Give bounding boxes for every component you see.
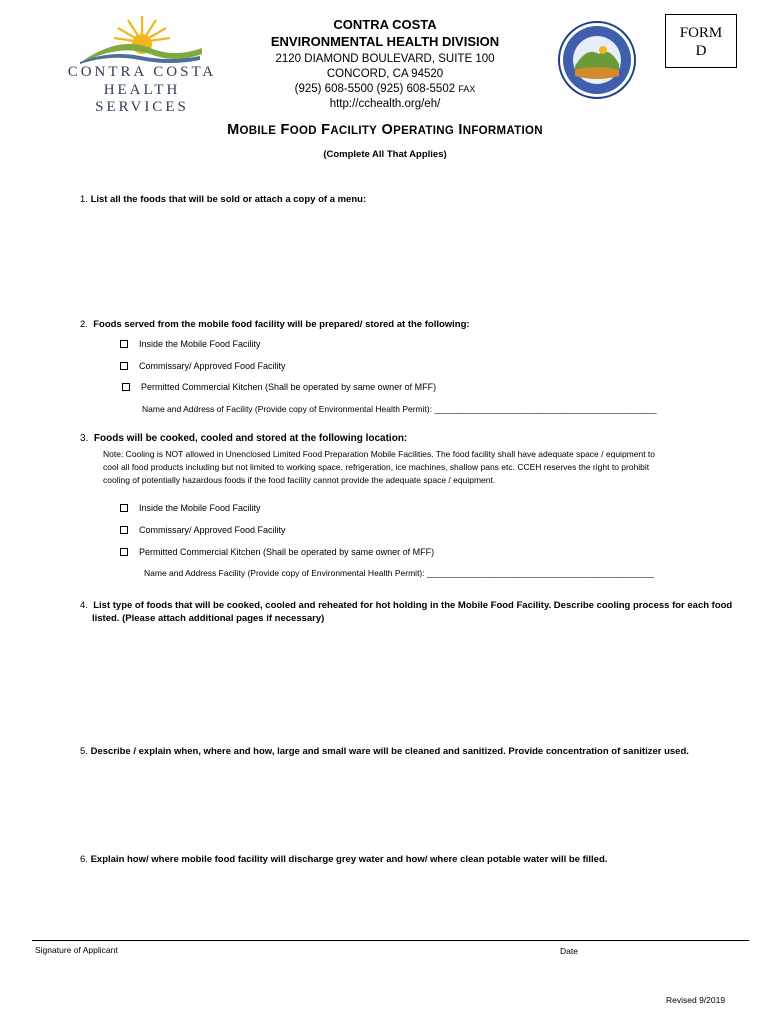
fax-label: FAX	[458, 84, 476, 94]
checkbox[interactable]	[120, 362, 128, 370]
header-block	[250, 16, 520, 112]
logo-text-line2: HEALTH SERVICES	[95, 82, 189, 115]
phone-numbers: (925) 608-5500 (925) 608-5502	[294, 83, 456, 95]
revision-date: Revised 9/2019	[666, 995, 726, 1005]
q3-option-commissary[interactable]: Commissary/ Approved Food Facility	[120, 525, 286, 535]
answer-area-6[interactable]	[80, 870, 740, 935]
question-3: 3. Foods will be cooked, cooled and stored at the following location:	[80, 433, 408, 444]
org-name: CONTRA COSTA	[333, 17, 437, 32]
sun-hills-icon	[80, 14, 204, 64]
q2-name-address-field[interactable]: Name and Address of Facility (Provide copy of Environmental Health Permit): _______________________________________________	[142, 404, 657, 414]
phone-line	[250, 82, 520, 97]
q2-option-inside-mff[interactable]: Inside the Mobile Food Facility	[120, 339, 261, 349]
date-label: Date	[560, 946, 578, 956]
signature-line[interactable]	[32, 940, 749, 941]
page-subtitle: (Complete All That Applies)	[323, 149, 447, 160]
q3-name-address-field[interactable]: Name and Address Facility (Provide copy of Environmental Health Permit): ________________________________________________	[144, 568, 654, 578]
form-label: FORM	[679, 25, 723, 41]
q2-option-commissary[interactable]: Commissary/ Approved Food Facility	[120, 361, 286, 371]
address-line1: 2120 DIAMOND BOULEVARD, SUITE 100	[275, 53, 495, 65]
question-4: 4. List type of foods that will be cooked, cooled and reheated for hot holding in the Mobile Food Facility. Describe cooling process for each food listed. (Please attach additional pages if necessary)	[80, 600, 733, 624]
address-line2: CONCORD, CA 94520	[326, 68, 444, 80]
checkbox[interactable]	[120, 504, 128, 512]
page-title: MOBILE FOOD FACILITY OPERATING INFORMATION	[227, 122, 543, 138]
form-id-box	[665, 14, 737, 68]
q3-note: Note: Cooling is NOT allowed in Unenclosed Limited Food Preparation Mobile Facilities. The food facility shall have adequate space / equipment to cool all food products including but not limited to working space, refrigeration, ice machines, shallow pans etc. CCEH reserves the right to prohibit cooling of potentially hazardous foods if the food facility cannot provide the adequate space / equipment.	[103, 449, 656, 485]
form-letter: D	[695, 43, 707, 59]
answer-area-4[interactable]	[80, 630, 740, 735]
checkbox[interactable]	[122, 383, 130, 391]
question-1: 1. List all the foods that will be sold or attach a copy of a menu:	[80, 194, 367, 205]
county-seal-icon	[557, 20, 637, 100]
q2-option-commercial-kitchen[interactable]: Permitted Commercial Kitchen (Shall be operated by same owner of MFF)	[122, 382, 436, 392]
question-5: 5. Describe / explain when, where and how, large and small ware will be cleaned and sanitized. Provide concentration of sanitizer used.	[80, 746, 689, 757]
contra-costa-health-logo	[62, 14, 222, 115]
q3-option-commercial-kitchen[interactable]: Permitted Commercial Kitchen (Shall be operated by same owner of MFF)	[120, 547, 434, 557]
answer-area-5[interactable]	[80, 762, 740, 847]
answer-area-1[interactable]	[80, 212, 740, 312]
division-name: ENVIRONMENTAL HEALTH DIVISION	[270, 34, 500, 49]
question-6: 6. Explain how/ where mobile food facility will discharge grey water and how/ where clean potable water will be filled.	[80, 854, 608, 865]
logo-text-line1: CONTRA COSTA	[67, 64, 217, 80]
website-url: http://cchealth.org/eh/	[329, 98, 441, 110]
checkbox[interactable]	[120, 340, 128, 348]
checkbox[interactable]	[120, 526, 128, 534]
question-2: 2. Foods served from the mobile food facility will be prepared/ stored at the following:	[80, 319, 470, 330]
signature-label: Signature of Applicant	[35, 945, 118, 955]
q3-option-inside-mff[interactable]: Inside the Mobile Food Facility	[120, 503, 261, 513]
checkbox[interactable]	[120, 548, 128, 556]
